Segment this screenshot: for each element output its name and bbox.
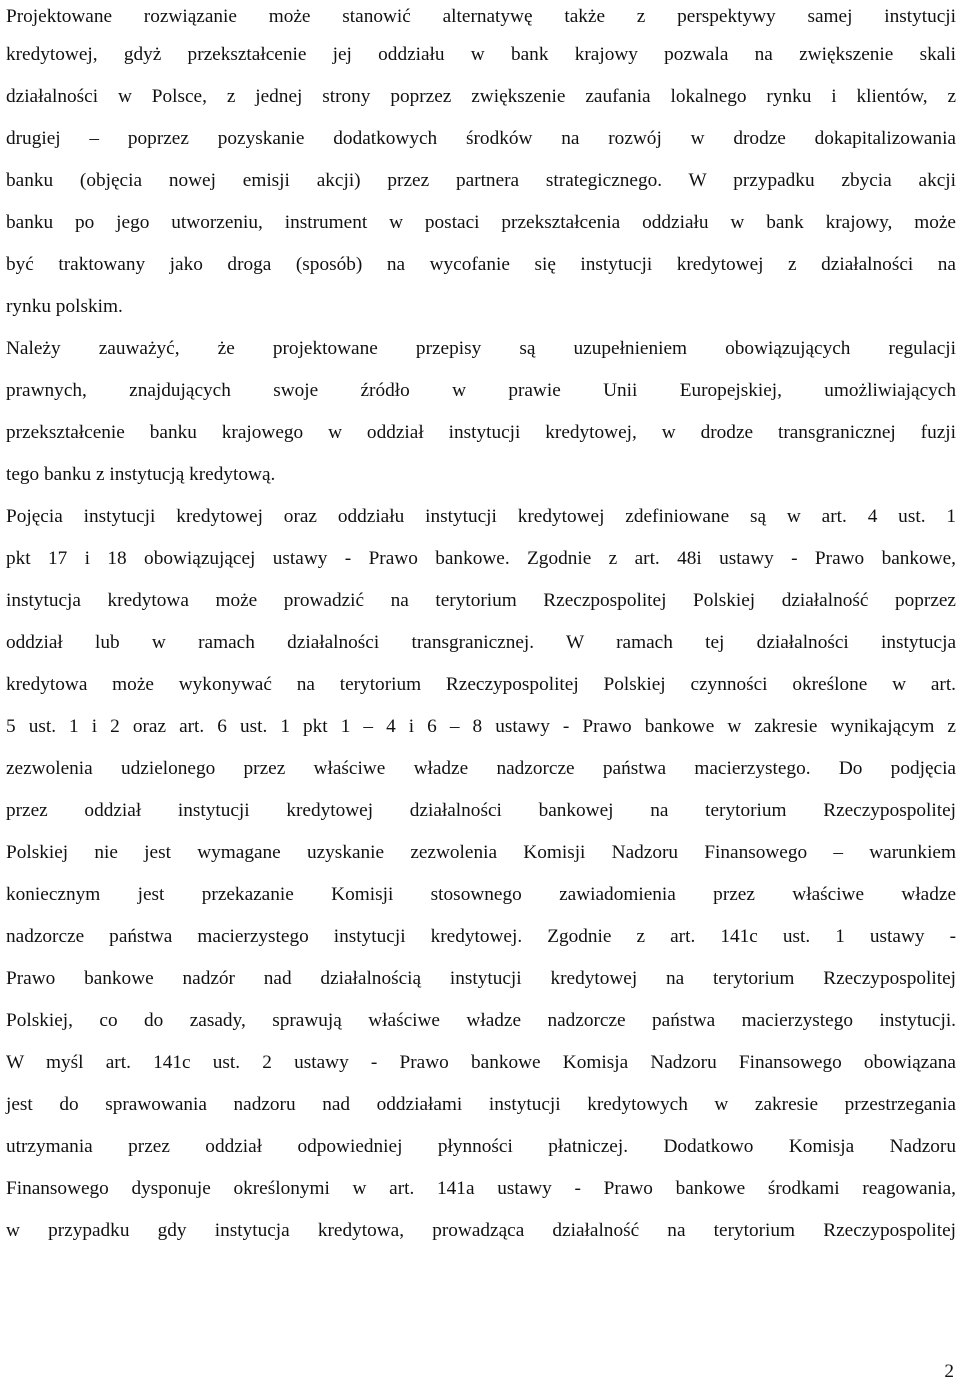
text-line: koniecznym jest przekazanie Komisji stosownego zawiadomienia przez właściwe władze xyxy=(6,884,956,905)
text-line: przez oddział instytucji kredytowej działalności bankowej na terytorium Rzeczypospolitej xyxy=(6,800,956,821)
text-line: oddział lub w ramach działalności transgranicznej. W ramach tej działalności instytucja xyxy=(6,632,956,653)
text-line: prawnych, znajdujących swoje źródło w prawie Unii Europejskiej, umożliwiających xyxy=(6,380,956,401)
text-line: tego banku z instytucją kredytową. xyxy=(6,464,276,485)
text-line: Finansowego dysponuje określonymi w art. 141a ustawy - Prawo bankowe środkami reagowania, xyxy=(6,1178,956,1199)
text-line: działalności w Polsce, z jednej strony poprzez zwiększenie zaufania lokalnego rynku i klientów, z xyxy=(6,86,956,107)
text-line: Polskiej nie jest wymagane uzyskanie zezwolenia Komisji Nadzoru Finansowego – warunkiem xyxy=(6,842,956,863)
text-line: być traktowany jako droga (sposób) na wycofanie się instytucji kredytowej z działalności na xyxy=(6,254,956,275)
text-line: banku (objęcia nowej emisji akcji) przez partnera strategicznego. W przypadku zbycia akcji xyxy=(6,170,956,191)
text-line: kredytowa może wykonywać na terytorium Rzeczypospolitej Polskiej czynności określone w art. xyxy=(6,674,956,695)
text-line: Polskiej, co do zasady, sprawują właściwe władze nadzorcze państwa macierzystego instytucji. xyxy=(6,1010,956,1031)
text-line: utrzymania przez oddział odpowiedniej płynności płatniczej. Dodatkowo Komisja Nadzoru xyxy=(6,1136,956,1157)
text-line: Prawo bankowe nadzór nad działalnością instytucji kredytowej na terytorium Rzeczypospolitej xyxy=(6,968,956,989)
text-line: zezwolenia udzielonego przez właściwe władze nadzorcze państwa macierzystego. Do podjęcia xyxy=(6,758,956,779)
text-line: Projektowane rozwiązanie może stanowić alternatywę także z perspektywy samej instytucji xyxy=(6,6,956,27)
text-line: nadzorcze państwa macierzystego instytucji kredytowej. Zgodnie z art. 141c ust. 1 ustawy - xyxy=(6,926,956,947)
text-line: drugiej – poprzez pozyskanie dodatkowych środków na rozwój w drodze dokapitalizowania xyxy=(6,128,956,149)
text-line: 5 ust. 1 i 2 oraz art. 6 ust. 1 pkt 1 – 4 i 6 – 8 ustawy - Prawo bankowe w zakresie wynikającym z xyxy=(6,716,956,737)
text-line: w przypadku gdy instytucja kredytowa, prowadząca działalność na terytorium Rzeczypospolitej xyxy=(6,1220,956,1241)
text-line: kredytowej, gdyż przekształcenie jej oddziału w bank krajowy pozwala na zwiększenie skali xyxy=(6,44,956,65)
text-line: przekształcenie banku krajowego w oddział instytucji kredytowej, w drodze transgranicznej fuzji xyxy=(6,422,956,443)
text-line: rynku polskim. xyxy=(6,296,123,317)
text-line: banku po jego utworzeniu, instrument w postaci przekształcenia oddziału w bank krajowy, może xyxy=(6,212,956,233)
text-line: W myśl art. 141c ust. 2 ustawy - Prawo bankowe Komisja Nadzoru Finansowego obowiązana xyxy=(6,1052,956,1073)
text-line: jest do sprawowania nadzoru nad oddziałami instytucji kredytowych w zakresie przestrzegania xyxy=(6,1094,956,1115)
page-number: 2 xyxy=(944,1361,954,1382)
text-line: pkt 17 i 18 obowiązującej ustawy - Prawo bankowe. Zgodnie z art. 48i ustawy - Prawo bankowe, xyxy=(6,548,956,569)
text-line: Należy zauważyć, że projektowane przepisy są uzupełnieniem obowiązujących regulacji xyxy=(6,338,956,359)
document-page xyxy=(6,0,956,1384)
text-line: Pojęcia instytucji kredytowej oraz oddziału instytucji kredytowej zdefiniowane są w art. 4 ust. 1 xyxy=(6,506,956,527)
text-line: instytucja kredytowa może prowadzić na terytorium Rzeczpospolitej Polskiej działalność poprzez xyxy=(6,590,956,611)
